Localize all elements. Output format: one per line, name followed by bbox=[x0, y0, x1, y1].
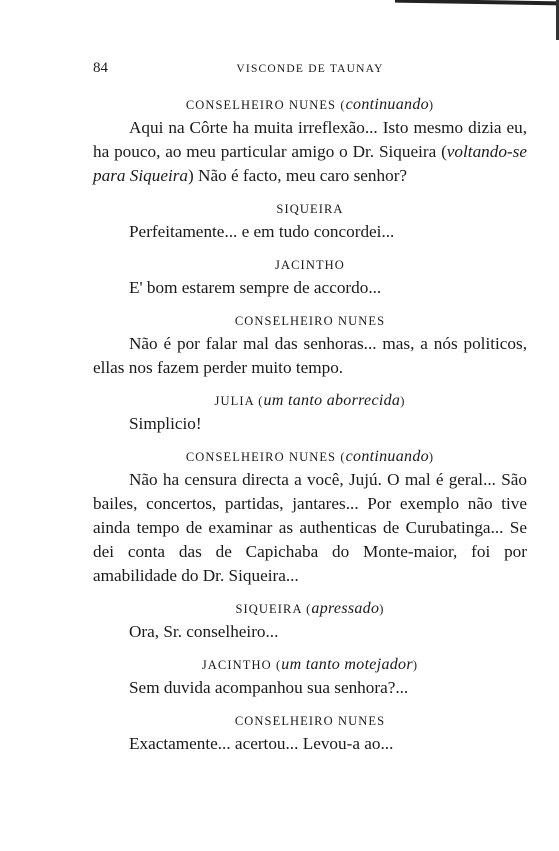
speaker-name: CONSELHEIRO NUNES bbox=[185, 450, 337, 464]
running-title: VISCONDE DE TAUNAY bbox=[236, 63, 384, 75]
page-header bbox=[93, 60, 527, 84]
speech-paragraph: Não ha censura directa a você, Jujú. O mal é geral... São bailes, concertos, partidas, jantares... Por exemplo não tive ainda tempo de examinar as authenticas de Curubatinga... Se dei conta das de Capichaba do Monte-maior, foi por amabilidade do Dr. Siqueira... bbox=[93, 470, 527, 585]
stage-direction: um tanto aborrecida bbox=[263, 392, 401, 409]
speaker-label: CONSELHEIRO NUNES (continuando) bbox=[185, 448, 435, 465]
stage-direction: continuando bbox=[345, 96, 429, 113]
stage-direction: continuando bbox=[345, 448, 429, 465]
speaker-name: JACINTHO bbox=[275, 258, 345, 272]
speaker-name: CONSELHEIRO NUNES bbox=[234, 714, 386, 728]
speaker-label: SIQUEIRA (apressado) bbox=[235, 600, 385, 617]
speaker-label: JULIA (um tanto aborrecida) bbox=[214, 392, 406, 409]
speaker-label bbox=[93, 198, 527, 220]
speaker-label: CONSELHEIRO NUNES (continuando) bbox=[185, 96, 435, 113]
speech-paragraph: Simplicio! bbox=[129, 414, 202, 433]
speaker-label: JACINTHO (um tanto motejador) bbox=[201, 656, 419, 673]
speaker-name: JULIA bbox=[214, 394, 255, 408]
book-page bbox=[93, 60, 527, 756]
speech-paragraph: Perfeitamente... e em tudo concordei... bbox=[129, 222, 395, 241]
speech-paragraph: Não é por falar mal das senhoras... mas, a nós politicos, ellas nos fazem perder muito tempo. bbox=[93, 334, 527, 377]
speech-paragraph: Ora, Sr. conselheiro... bbox=[129, 622, 279, 641]
speech-paragraph: E' bom estarem sempre de accordo... bbox=[129, 278, 382, 297]
page-number: 84 bbox=[93, 60, 108, 76]
stage-direction: apressado bbox=[311, 600, 380, 617]
speaker-name: CONSELHEIRO NUNES bbox=[234, 314, 386, 328]
speaker-label bbox=[93, 310, 527, 332]
speech-text: Não é facto, meu caro senhor? bbox=[193, 166, 408, 185]
speech-paragraph: Exactamente... acertou... Levou-a ao... bbox=[129, 734, 394, 753]
page-edge-shadow bbox=[395, 0, 559, 5]
stage-direction: um tanto motejador bbox=[281, 656, 413, 673]
stage-direction: voltando-se para Siqueira bbox=[93, 142, 527, 185]
speaker-name: JACINTHO bbox=[201, 658, 272, 672]
speaker-name: SIQUEIRA bbox=[276, 202, 344, 216]
speech-paragraph: Sem duvida acompanhou sua senhora?... bbox=[129, 678, 409, 697]
speaker-label bbox=[93, 254, 527, 276]
speaker-name: CONSELHEIRO NUNES bbox=[185, 98, 337, 112]
speech-paragraph: Aqui na Côrte ha muita irreflexão... Isto mesmo dizia eu, ha pouco, ao meu particular amigo o Dr. Siqueira (voltando-se para Siqueira) Não é facto, meu caro senhor? bbox=[93, 118, 527, 185]
speaker-label bbox=[93, 710, 527, 732]
speaker-name: SIQUEIRA bbox=[235, 602, 302, 616]
speech-text: Aqui na Côrte ha muita irreflexão... Isto mesmo dizia eu, ha pouco, ao meu particular amigo o Dr. Siqueira bbox=[93, 118, 527, 161]
